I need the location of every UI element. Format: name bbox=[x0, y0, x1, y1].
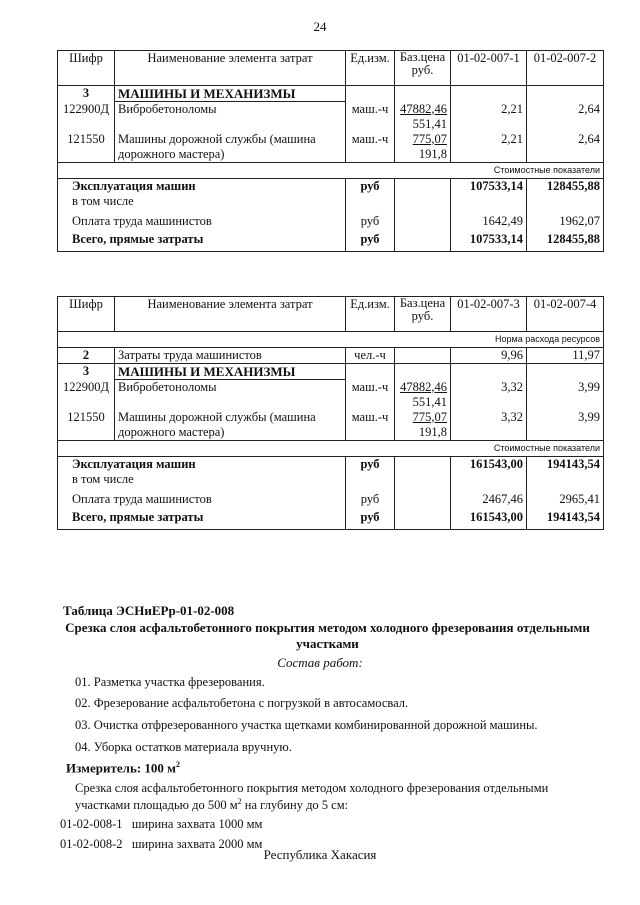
pay-value-a: 1642,49 bbox=[451, 209, 527, 229]
labor-value-b: 11,97 bbox=[527, 348, 604, 364]
works-title: Состав работ: bbox=[277, 655, 363, 670]
row-unit: маш.-ч bbox=[346, 102, 395, 132]
work-item: 01. Разметка участка фрезерования. bbox=[75, 675, 265, 689]
row-name: Машины дорожной службы (машина дорожного мастера) bbox=[115, 410, 346, 441]
description-line: участками площадью до 500 $м^2$ на глубину до 5 см: bbox=[75, 797, 349, 813]
operation-value-a: 161543,00 bbox=[451, 456, 527, 472]
operation-value-a: 107533,14 bbox=[451, 178, 527, 194]
resource-table-1 bbox=[57, 50, 604, 252]
labor-value-a: 9,96 bbox=[451, 348, 527, 364]
operation-value-b: 194143,54 bbox=[527, 456, 604, 472]
section-title: МАШИНЫ И МЕХАНИЗМЫ bbox=[115, 86, 346, 102]
row-price: 775,07 191,8 bbox=[395, 132, 451, 163]
labor-row bbox=[58, 348, 604, 364]
row-code: 122900Д bbox=[58, 102, 115, 132]
description-line: Срезка слоя асфальтобетонного покрытия методом холодного фрезерования отдельными bbox=[75, 781, 549, 795]
total-value-b: 194143,54 bbox=[527, 507, 604, 530]
code-row: 01-02-008-2 ширина захвата 2000 мм bbox=[60, 837, 263, 851]
row-value-b: 2,64 bbox=[527, 102, 604, 132]
work-item: 02. Фрезерование асфальтобетона с погрузкой в автосамосвал. bbox=[75, 696, 409, 710]
header-name: Наименование элемента затрат bbox=[115, 51, 346, 86]
table-row bbox=[58, 102, 604, 132]
total-label: Всего, прямые затраты bbox=[58, 507, 346, 530]
section-row bbox=[58, 86, 604, 102]
operation-value-b: 128455,88 bbox=[527, 178, 604, 194]
summary-row bbox=[58, 456, 604, 472]
row-name: Машины дорожной службы (машина дорожного мастера) bbox=[115, 132, 346, 163]
summary-row bbox=[58, 178, 604, 194]
summary-row bbox=[58, 487, 604, 507]
section-heading: Срезка слоя асфальтобетонного покрытия методом холодного фрезерования отдельными участками bbox=[65, 620, 590, 651]
norm-note: Норма расхода ресурсов bbox=[58, 332, 604, 348]
table-row bbox=[58, 380, 604, 410]
pay-unit: руб bbox=[346, 487, 395, 507]
meter-label: Измеритель: 100 $м^2$ bbox=[66, 760, 181, 776]
summary-row bbox=[58, 209, 604, 229]
row-name: Вибробетоноломы bbox=[115, 380, 346, 410]
header-base-price: Баз.цена руб. bbox=[395, 297, 451, 332]
total-value-a: 161543,00 bbox=[451, 507, 527, 530]
operation-label: Эксплуатация машин bbox=[58, 456, 346, 472]
header-col-a: 01-02-007-3 bbox=[451, 297, 527, 332]
work-item: 04. Уборка остатков материала вручную. bbox=[75, 740, 292, 754]
table-row bbox=[58, 410, 604, 441]
header-col-b: 01-02-007-4 bbox=[527, 297, 604, 332]
section-title: МАШИНЫ И МЕХАНИЗМЫ bbox=[115, 364, 346, 380]
row-unit: маш.-ч bbox=[346, 132, 395, 163]
row-price: 47882,46 551,41 bbox=[395, 102, 451, 132]
labor-unit: чел.-ч bbox=[346, 348, 395, 364]
cost-indicators-note: Стоимостные показатели bbox=[58, 162, 604, 178]
header-code: Шифр bbox=[58, 51, 115, 86]
row-code: 121550 bbox=[58, 132, 115, 163]
row-value-a: 2,21 bbox=[451, 132, 527, 163]
header-code: Шифр bbox=[58, 297, 115, 332]
total-value-a: 107533,14 bbox=[451, 229, 527, 252]
row-value-b: 3,99 bbox=[527, 410, 604, 441]
header-col-b: 01-02-007-2 bbox=[527, 51, 604, 86]
header-col-a: 01-02-007-1 bbox=[451, 51, 527, 86]
row-price: 775,07 191,8 bbox=[395, 410, 451, 441]
summary-row bbox=[58, 229, 604, 252]
cost-indicators-note: Стоимостные показатели bbox=[58, 440, 604, 456]
row-value-a: 3,32 bbox=[451, 380, 527, 410]
row-value-b: 3,99 bbox=[527, 380, 604, 410]
summary-row bbox=[58, 507, 604, 530]
including-label: в том числе bbox=[58, 472, 346, 487]
row-code: 122900Д bbox=[58, 380, 115, 410]
pay-label: Оплата труда машинистов bbox=[58, 209, 346, 229]
header-unit: Ед.изм. bbox=[346, 51, 395, 86]
labor-number: 2 bbox=[58, 348, 115, 364]
operation-unit: руб bbox=[346, 456, 395, 472]
pay-value-a: 2467,46 bbox=[451, 487, 527, 507]
table-row bbox=[58, 132, 604, 163]
row-unit: маш.-ч bbox=[346, 380, 395, 410]
row-value-b: 2,64 bbox=[527, 132, 604, 163]
total-value-b: 128455,88 bbox=[527, 229, 604, 252]
row-unit: маш.-ч bbox=[346, 410, 395, 441]
row-name: Вибробетоноломы bbox=[115, 102, 346, 132]
total-label: Всего, прямые затраты bbox=[58, 229, 346, 252]
pay-value-b: 2965,41 bbox=[527, 487, 604, 507]
section-row bbox=[58, 364, 604, 380]
row-code: 121550 bbox=[58, 410, 115, 441]
table-header-row bbox=[58, 297, 604, 332]
total-unit: руб bbox=[346, 507, 395, 530]
footer-region: Республика Хакасия bbox=[263, 847, 377, 862]
page-number: 24 bbox=[313, 19, 327, 34]
section-number: 3 bbox=[58, 364, 115, 380]
row-price: 47882,46 551,41 bbox=[395, 380, 451, 410]
pay-value-b: 1962,07 bbox=[527, 209, 604, 229]
row-value-a: 3,32 bbox=[451, 410, 527, 441]
header-name: Наименование элемента затрат bbox=[115, 297, 346, 332]
table-title: Таблица ЭСНиЕРр-01-02-008 bbox=[63, 603, 235, 618]
pay-label: Оплата труда машинистов bbox=[58, 487, 346, 507]
operation-unit: руб bbox=[346, 178, 395, 194]
table-header-row bbox=[58, 51, 604, 86]
labor-name: Затраты труда машинистов bbox=[115, 348, 346, 364]
work-item: 03. Очистка отфрезерованного участка щетками комбинированной дорожной машины. bbox=[75, 718, 538, 732]
including-label: в том числе bbox=[58, 194, 346, 209]
operation-label: Эксплуатация машин bbox=[58, 178, 346, 194]
pay-unit: руб bbox=[346, 209, 395, 229]
section-number: 3 bbox=[58, 86, 115, 102]
code-row: 01-02-008-1 ширина захвата 1000 мм bbox=[60, 817, 263, 831]
row-value-a: 2,21 bbox=[451, 102, 527, 132]
resource-table-2 bbox=[57, 296, 604, 530]
header-unit: Ед.изм. bbox=[346, 297, 395, 332]
total-unit: руб bbox=[346, 229, 395, 252]
header-base-price: Баз.цена руб. bbox=[395, 51, 451, 86]
